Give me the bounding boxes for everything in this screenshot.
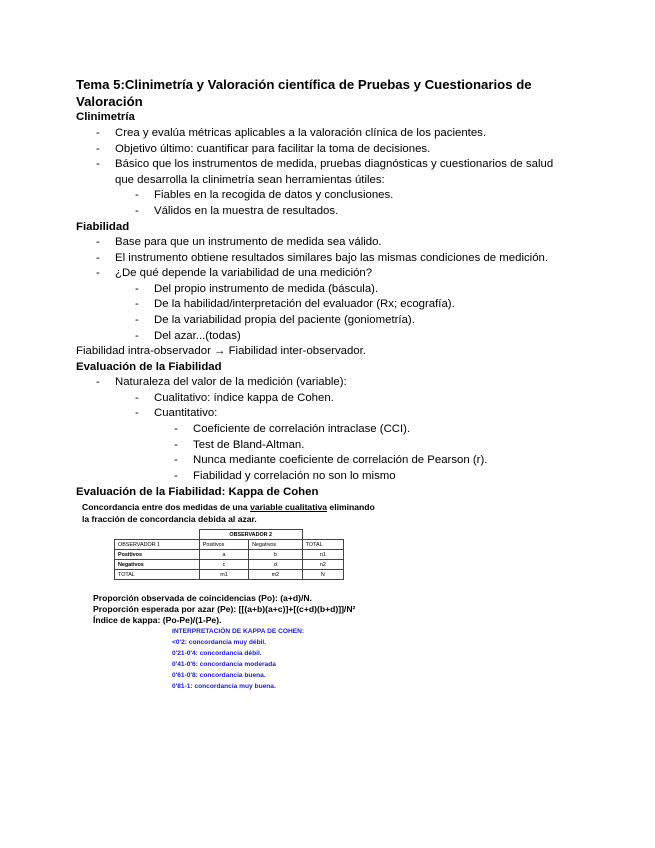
table-header-cell: Negativos [249,540,303,550]
kappa-intro-underlined: variable cualitativa [250,502,328,512]
bullet-dash: - [135,283,139,295]
bullet-dash: - [174,454,178,466]
list-subitem: Del azar...(todas) [154,330,241,342]
kappa-interpretation-item: 0'61-0'8: concordancia buena. [172,672,266,679]
bullet-dash: - [96,267,100,279]
table-cell-empty [302,530,343,540]
page-title: Tema 5:Clinimetría y Valoración científica de Pruebas y Cuestionarios de Valoración [76,77,532,109]
bullet-dash: - [135,407,139,419]
table-cell: N [302,570,343,580]
list-subsubitem: Test de Bland-Altman. [193,439,305,451]
kappa-interpretation-item: <0'2: concordancia muy débil. [172,639,267,646]
table-cell: Negativos [115,560,200,570]
kappa-po-formula: Proporción observada de coincidencias (Po): (a+d)/N. [93,593,312,603]
bullet-dash: - [135,392,139,404]
list-item: Objetivo último: cuantificar para facilitar la toma de decisiones. [115,143,431,155]
bullet-dash: - [174,470,178,482]
list-subitem: De la variabilidad propia del paciente (goniometría). [154,314,415,326]
table-header-row [115,540,344,550]
section-heading-clinimetria: Clinimetría [76,111,135,123]
section-heading-kappa: Evaluación de la Fiabilidad: Kappa de Cohen [76,486,319,498]
bullet-dash: - [96,252,100,264]
kappa-intro-text-end: eliminando [327,502,375,512]
bullet-dash: - [135,330,139,342]
kappa-pe-formula: Proporción esperada por azar (Pe): [[(a+b)(a+c)]+[(c+d)(b+d)]]/N² [93,604,356,614]
bullet-dash: - [96,158,100,170]
table-cell-empty [115,530,200,540]
table-cell: m2 [249,570,303,580]
table-cell: n2 [302,560,343,570]
table-cell: a [199,550,248,560]
kappa-index-formula: Índice de kappa: (Po-Pe)/(1-Pe). [93,615,222,625]
bullet-dash: - [135,205,139,217]
list-item-continuation: que desarrolla la clinimetría sean herramientas útiles: [115,174,385,186]
fiabilidad-note: Fiabilidad intra-observador → Fiabilidad inter-observador. [76,345,366,357]
list-item: Base para que un instrumento de medida sea válido. [115,236,382,248]
bullet-dash: - [135,298,139,310]
table-row [115,550,344,560]
section-heading-fiabilidad: Fiabilidad [76,221,130,233]
table-cell: m1 [199,570,248,580]
list-subitem: Cualitativo: índice kappa de Cohen. [154,392,334,404]
kappa-intro-text: Concordancia entre dos medidas de una [82,502,251,512]
table-cell: d [249,560,303,570]
list-item: Naturaleza del valor de la medición (variable): [115,376,347,388]
bullet-dash: - [96,236,100,248]
kappa-interpretation-heading: INTERPRETACIÓN DE KAPPA DE COHEN: [172,628,305,635]
bullet-dash: - [96,127,100,139]
bullet-dash: - [96,143,100,155]
list-subsubitem: Fiabilidad y correlación no son lo mismo [193,470,396,482]
kappa-interpretation-item: 0'41-0'6: concordancia moderada [172,661,276,668]
table-header-cell: OBSERVADOR 1 [115,540,200,550]
bullet-dash: - [135,314,139,326]
table-cell: n1 [302,550,343,560]
table-top-header: OBSERVADOR 2 [199,530,302,540]
list-subitem: Válidos en la muestra de resultados. [154,205,339,217]
table-row [115,570,344,580]
kappa-interpretation-item: 0'81-1: concordancia muy buena. [172,683,276,690]
list-subitem: Fiables en la recogida de datos y conclusiones. [154,189,394,201]
list-item: ¿De qué depende la variabilidad de una medición? [115,267,373,279]
list-item: El instrumento obtiene resultados similares bajo las mismas condiciones de medición. [115,252,549,264]
table-cell: Positivos [115,550,200,560]
table-row [115,560,344,570]
table-header-cell: TOTAL [302,540,343,550]
table-cell: c [199,560,248,570]
bullet-dash: - [174,423,178,435]
table-header-cell: Positivos [199,540,248,550]
bullet-dash: - [96,376,100,388]
table-cell: b [249,550,303,560]
kappa-intro-line-1 [82,502,375,512]
kappa-contingency-table [114,529,344,580]
list-item: Crea y evalúa métricas aplicables a la valoración clínica de los pacientes. [115,127,487,139]
table-cell: TOTAL [115,570,200,580]
bullet-dash: - [174,439,178,451]
list-subitem: De la habilidad/interpretación del evaluador (Rx; ecografía). [154,298,455,310]
section-heading-evaluacion: Evaluación de la Fiabilidad [76,361,222,373]
bullet-dash: - [135,189,139,201]
list-subitem: Cuantitativo: [154,407,218,419]
kappa-interpretation-item: 0'21-0'4: concordancia débil. [172,650,262,657]
list-subitem: Del propio instrumento de medida (báscula). [154,283,379,295]
table-row [115,530,344,540]
kappa-intro-line-2: la fracción de concordancia debida al azar. [82,514,257,524]
list-subsubitem: Nunca mediante coeficiente de correlación de Pearson (r). [193,454,488,466]
list-subsubitem: Coeficiente de correlación intraclase (CCI). [193,423,411,435]
list-item: Básico que los instrumentos de medida, pruebas diagnósticas y cuestionarios de salud [115,158,554,170]
